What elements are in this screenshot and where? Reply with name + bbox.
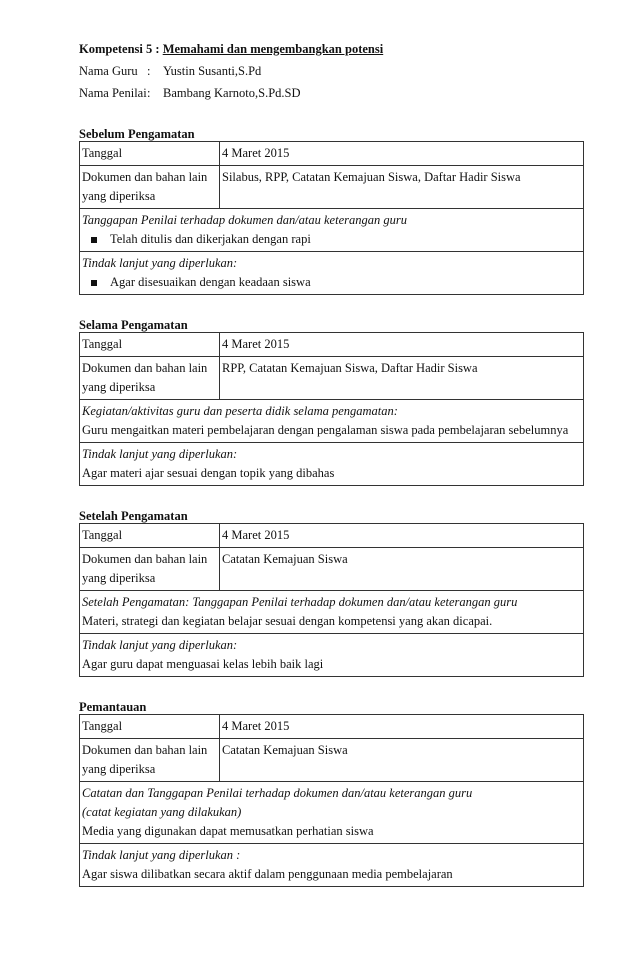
dokumen-label-line1: Dokumen dan bahan lain xyxy=(82,170,208,184)
dokumen-value: Catatan Kemajuan Siswa xyxy=(220,739,584,782)
catatan-heading: Catatan dan Tanggapan Penilai terhadap dokumen dan/atau keterangan guru xyxy=(82,786,473,800)
kegiatan-text: Guru mengaitkan materi pembelajaran dengan pengalaman siswa pada pembelajaran sebelumnya xyxy=(82,423,569,437)
guru-label: Nama Guru xyxy=(79,63,138,78)
table-row xyxy=(80,844,584,887)
table-row xyxy=(80,524,584,548)
tanggal-value: 4 Maret 2015 xyxy=(220,142,584,166)
kompetensi-line xyxy=(79,38,583,60)
tindak-lanjut-text: Agar siswa dilibatkan secara aktif dalam penggunaan media pembelajaran xyxy=(82,867,453,881)
tindak-lanjut-box xyxy=(80,443,584,486)
table-row xyxy=(80,782,584,844)
tindak-lanjut-heading: Tindak lanjut yang diperlukan: xyxy=(82,638,238,652)
guru-colon: : xyxy=(147,63,151,78)
tanggal-label: Tanggal xyxy=(80,142,220,166)
dokumen-label-line1: Dokumen dan bahan lain xyxy=(82,743,208,757)
table-row xyxy=(80,166,584,209)
table-row xyxy=(80,591,584,634)
document-page xyxy=(79,38,583,887)
tanggapan-box xyxy=(80,591,584,634)
dokumen-label-line2: yang diperiksa xyxy=(82,762,156,776)
table-row xyxy=(80,443,584,486)
table-row xyxy=(80,333,584,357)
tanggapan-heading: Setelah Pengamatan: Tanggapan Penilai terhadap dokumen dan/atau keterangan guru xyxy=(82,595,518,609)
bullet-text: Telah ditulis dan dikerjakan dengan rapi xyxy=(110,232,311,246)
dokumen-value: RPP, Catatan Kemajuan Siswa, Daftar Hadir Siswa xyxy=(220,357,584,400)
dokumen-label xyxy=(80,166,220,209)
dokumen-label-line2: yang diperiksa xyxy=(82,380,156,394)
dokumen-value: Silabus, RPP, Catatan Kemajuan Siswa, Daftar Hadir Siswa xyxy=(220,166,584,209)
table-row xyxy=(80,252,584,295)
penilai-colon: : xyxy=(147,85,151,100)
table-row xyxy=(80,634,584,677)
bullet-item xyxy=(82,230,580,249)
catatan-text: Media yang digunakan dapat memusatkan perhatian siswa xyxy=(82,824,374,838)
tanggal-value: 4 Maret 2015 xyxy=(220,524,584,548)
table-row xyxy=(80,739,584,782)
penilai-label: Nama Penilai xyxy=(79,85,147,100)
catatan-subheading: (catat kegiatan yang dilakukan) xyxy=(82,805,242,819)
tindak-lanjut-box xyxy=(80,634,584,677)
guru-value: Yustin Susanti,S.Pd xyxy=(163,63,262,78)
section-title: Selama Pengamatan xyxy=(79,317,188,332)
section-title: Pemantauan xyxy=(79,699,147,714)
tanggal-value: 4 Maret 2015 xyxy=(220,715,584,739)
tindak-lanjut-heading: Tindak lanjut yang diperlukan: xyxy=(82,256,238,270)
table-row xyxy=(80,715,584,739)
section-table xyxy=(79,141,584,295)
penilai-value: Bambang Karnoto,S.Pd.SD xyxy=(163,85,301,100)
table-row xyxy=(80,400,584,443)
square-bullet-icon xyxy=(91,280,97,286)
dokumen-label xyxy=(80,548,220,591)
table-row xyxy=(80,548,584,591)
penilai-line xyxy=(79,82,583,104)
catatan-box xyxy=(80,782,584,844)
section-table xyxy=(79,714,584,887)
kompetensi-label: Kompetensi 5 : xyxy=(79,41,160,56)
tindak-lanjut-heading: Tindak lanjut yang diperlukan : xyxy=(82,848,241,862)
section-table xyxy=(79,523,584,677)
bullet-item xyxy=(82,273,580,292)
tindak-lanjut-text: Agar materi ajar sesuai dengan topik yang dibahas xyxy=(82,466,335,480)
dokumen-value: Catatan Kemajuan Siswa xyxy=(220,548,584,591)
tindak-lanjut-box xyxy=(80,252,584,295)
tindak-lanjut-text: Agar guru dapat menguasai kelas lebih baik lagi xyxy=(82,657,324,671)
tanggapan-box xyxy=(80,209,584,252)
dokumen-label-line2: yang diperiksa xyxy=(82,571,156,585)
dokumen-label-line1: Dokumen dan bahan lain xyxy=(82,361,208,375)
kompetensi-value: Memahami dan mengembangkan potensi xyxy=(162,41,384,56)
dokumen-label xyxy=(80,739,220,782)
dokumen-label-line2: yang diperiksa xyxy=(82,189,156,203)
section-title: Sebelum Pengamatan xyxy=(79,126,195,141)
kegiatan-box xyxy=(80,400,584,443)
guru-line xyxy=(79,60,583,82)
dokumen-label-line1: Dokumen dan bahan lain xyxy=(82,552,208,566)
dokumen-label xyxy=(80,357,220,400)
table-row xyxy=(80,209,584,252)
tanggal-label: Tanggal xyxy=(80,333,220,357)
table-row xyxy=(80,357,584,400)
kegiatan-heading: Kegiatan/aktivitas guru dan peserta didik selama pengamatan: xyxy=(82,404,398,418)
tindak-lanjut-heading: Tindak lanjut yang diperlukan: xyxy=(82,447,238,461)
section-title: Setelah Pengamatan xyxy=(79,508,188,523)
tanggapan-text: Materi, strategi dan kegiatan belajar sesuai dengan kompetensi yang akan dicapai. xyxy=(82,614,493,628)
tanggal-label: Tanggal xyxy=(80,524,220,548)
tanggal-label: Tanggal xyxy=(80,715,220,739)
tanggapan-heading: Tanggapan Penilai terhadap dokumen dan/atau keterangan guru xyxy=(82,213,407,227)
tanggal-value: 4 Maret 2015 xyxy=(220,333,584,357)
section-table xyxy=(79,332,584,486)
bullet-text: Agar disesuaikan dengan keadaan siswa xyxy=(110,275,311,289)
table-row xyxy=(80,142,584,166)
tindak-lanjut-box xyxy=(80,844,584,887)
square-bullet-icon xyxy=(91,237,97,243)
